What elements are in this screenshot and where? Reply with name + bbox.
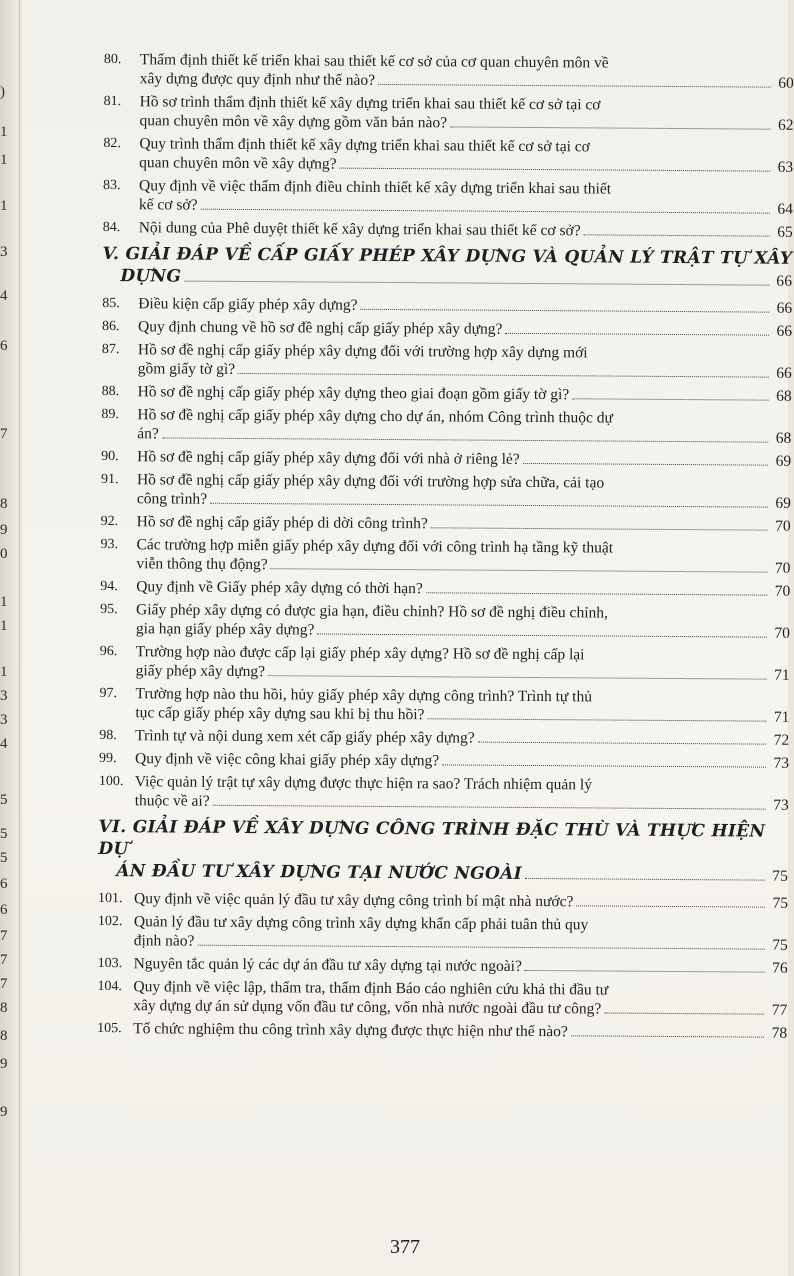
entry-page-number: 70 xyxy=(775,517,791,535)
section-heading xyxy=(102,243,792,293)
entry-number: 99. xyxy=(99,750,117,767)
entry-text-line: Quản lý đầu tư xây dựng công trình xây dựng khẩn cấp phải tuân thủ quy xyxy=(133,913,589,934)
entry-page-number: 70 xyxy=(774,582,791,600)
entry-last-line xyxy=(133,1019,787,1043)
entry-page-number: 68 xyxy=(775,429,792,447)
adjacent-page-number: 1 xyxy=(0,152,8,168)
entry-text-line: Các trường hợp miễn giấy phép xây dựng đối với công trình hạ tầng kỹ thuật xyxy=(136,536,614,557)
toc-entry xyxy=(101,405,791,448)
entry-number: 86. xyxy=(102,318,120,335)
entry-last-line xyxy=(135,726,789,750)
toc-entry xyxy=(98,954,788,978)
entry-number: 94. xyxy=(100,578,118,595)
toc-entry xyxy=(100,600,790,643)
entry-last-line xyxy=(138,317,792,341)
toc-entry xyxy=(102,317,792,341)
dot-leader xyxy=(340,168,771,172)
entry-text-line: Thẩm định thiết kế triển khai sau thiết kế cơ sở của cơ quan chuyên môn về xyxy=(139,51,609,72)
entry-text-line: Quy định chung về hồ sơ đề nghị cấp giấy phép xây dựng? xyxy=(138,318,503,338)
toc-entry xyxy=(99,726,789,750)
dot-leader xyxy=(505,333,769,336)
entry-text-line: Quy trình thẩm định thiết kế xây dựng triển khai sau thiết kế cơ sở tại cơ xyxy=(139,135,590,156)
adjacent-page-number: 6 xyxy=(0,902,8,918)
entry-text-line: Trường hợp nào được cấp lại giấy phép xây dựng? Hồ sơ đề nghị cấp lại xyxy=(135,643,585,664)
dot-leader xyxy=(361,309,770,313)
dot-leader xyxy=(478,742,766,745)
entry-number: 88. xyxy=(101,383,120,400)
entry-text-line: VI. GIẢI ĐÁP VỀ XÂY DỰNG CÔNG TRÌNH ĐẶC THÙ VÀ THỰC HIỆN DỰ xyxy=(98,816,766,860)
dot-leader xyxy=(523,463,768,466)
adjacent-page-number: 9 xyxy=(0,1056,8,1072)
adjacent-page-number: 5 xyxy=(0,826,8,842)
section-heading xyxy=(98,816,788,888)
entry-page-number: 66 xyxy=(776,299,793,317)
entry-page-number: 73 xyxy=(773,754,790,772)
entry-text-line: kế cơ sở? xyxy=(138,196,198,214)
toc-entry xyxy=(103,134,793,177)
entry-page-number: 66 xyxy=(776,272,793,290)
entry-page-number: 63 xyxy=(777,158,794,176)
adjacent-page-number: 1 xyxy=(0,664,8,680)
entry-last-line xyxy=(137,447,791,471)
entry-text-line: quan chuyên môn về xây dựng? xyxy=(139,154,337,173)
entry-number: 91. xyxy=(100,471,119,488)
toc-entry xyxy=(99,684,789,727)
entry-page-number: 69 xyxy=(775,494,791,512)
dot-leader xyxy=(525,878,765,881)
table-of-contents xyxy=(97,50,794,1047)
dot-leader xyxy=(184,281,769,286)
entry-text-line: Hồ sơ đề nghị cấp giấy phép di dời công trình? xyxy=(136,513,428,533)
adjacent-page-number: 5 xyxy=(0,850,8,866)
entry-text-line: định nào? xyxy=(133,932,195,950)
adjacent-page-number: 6 xyxy=(0,876,8,892)
entry-text-line: án? xyxy=(137,425,159,443)
entry-text-line: Hồ sơ trình thẩm định thiết kế xây dựng triển khai sau thiết kế cơ sở tại cơ xyxy=(139,93,601,114)
toc-entry xyxy=(101,512,791,536)
entry-text-line: gia hạn giấy phép xây dựng? xyxy=(135,620,315,639)
entry-text-line: Điều kiện cấp giấy phép xây dựng? xyxy=(138,295,358,314)
entry-page-number: 66 xyxy=(776,322,793,340)
adjacent-page-number: 3 xyxy=(0,688,8,704)
dot-leader xyxy=(197,945,764,950)
dot-leader xyxy=(378,84,771,88)
entry-last-line xyxy=(138,294,792,318)
entry-number: 82. xyxy=(103,135,121,152)
toc-entry xyxy=(103,176,793,219)
entry-text-line: tục cấp giấy phép xây dựng sau khi bị thu hồi? xyxy=(135,704,425,724)
entry-text-line: Việc quản lý trật tự xây dựng được thực hiện ra sao? Trách nhiệm quản lý xyxy=(134,773,593,794)
entry-last-line xyxy=(135,703,789,727)
dot-leader xyxy=(450,126,770,129)
entry-text-line: viễn thông thụ động? xyxy=(136,555,268,574)
entry-number: 97. xyxy=(99,685,118,702)
entry-last-line xyxy=(139,195,793,219)
entry-page-number: 78 xyxy=(771,1024,788,1042)
entry-text-line: Quy định về việc thẩm định điều chỉnh thiết kế xây dựng triển khai sau thiết xyxy=(138,177,612,198)
entry-last-line xyxy=(134,954,788,978)
toc-entry xyxy=(100,642,790,685)
entry-page-number: 65 xyxy=(777,223,793,241)
entry-page-number: 77 xyxy=(771,1001,788,1019)
entry-last-line xyxy=(120,265,792,293)
entry-number: 95. xyxy=(100,601,118,618)
entry-number: 90. xyxy=(101,448,119,465)
entry-page-number: 68 xyxy=(776,387,792,405)
toc-entry xyxy=(100,535,790,578)
adjacent-page-number: 7 xyxy=(0,928,8,944)
entry-number: 101. xyxy=(98,890,123,907)
adjacent-page-number: 1 xyxy=(0,124,8,140)
entry-text-line: Hồ sơ đề nghị cấp giấy phép xây dựng theo giai đoạn gồm giấy tờ gì? xyxy=(137,383,570,404)
dot-leader xyxy=(604,1013,764,1015)
entry-number: 87. xyxy=(101,341,120,358)
toc-entry xyxy=(98,912,788,955)
entry-page-number: 70 xyxy=(774,559,791,577)
entry-text-line: Quy định về việc quản lý đầu tư xây dựng công trình bí mật nhà nước? xyxy=(134,890,574,911)
adjacent-page-number: 4 xyxy=(0,288,8,304)
entry-text-line: xây dựng được quy định như thế nào? xyxy=(139,70,376,89)
entry-last-line xyxy=(135,749,789,773)
adjacent-page-number: 6 xyxy=(0,338,8,354)
entry-last-line xyxy=(137,489,791,513)
toc-entry xyxy=(100,577,790,601)
entry-number: 83. xyxy=(103,177,121,194)
adjacent-page-number: 9 xyxy=(0,522,8,538)
entry-number: 89. xyxy=(101,406,120,423)
entry-last-line xyxy=(137,424,791,448)
toc-entry xyxy=(99,749,789,773)
toc-entry xyxy=(98,889,788,913)
entry-number: 98. xyxy=(99,727,117,744)
entry-last-line xyxy=(133,996,787,1020)
dot-leader xyxy=(572,398,768,400)
dot-leader xyxy=(271,568,768,572)
entry-text-line: giấy phép xây dựng? xyxy=(135,662,266,681)
dot-leader xyxy=(200,209,769,214)
dot-leader xyxy=(431,527,768,530)
adjacent-page-number: 1 xyxy=(0,198,8,214)
entry-number: 92. xyxy=(100,513,119,530)
entry-number: 84. xyxy=(102,219,121,236)
toc-entry xyxy=(102,294,792,318)
toc-entry xyxy=(103,92,793,135)
page-number: 377 xyxy=(390,1236,420,1258)
entry-text-line: quan chuyên môn về xây dựng gồm văn bản nào? xyxy=(139,112,448,132)
toc-entry xyxy=(103,218,793,242)
adjacent-page-number: 7 xyxy=(0,952,8,968)
entry-last-line xyxy=(139,218,793,242)
entry-page-number: 64 xyxy=(777,200,793,218)
entry-text-line: DỰNG xyxy=(120,266,182,287)
entry-last-line xyxy=(136,619,790,643)
entry-text-line: Nội dung của Phê duyệt thiết kế xây dựng triển khai sau thiết kế cơ sở? xyxy=(138,219,581,240)
entry-text-line: xây dựng dự án sử dụng vốn đầu tư công, vốn nhà nước ngoài đầu tư công? xyxy=(133,997,602,1018)
entry-page-number: 62 xyxy=(777,116,794,134)
entry-text-line: Quy định về việc công khai giấy phép xây dựng? xyxy=(134,750,440,770)
entry-number: 80. xyxy=(103,51,122,68)
entry-number: 104. xyxy=(97,978,123,995)
entry-last-line xyxy=(116,860,788,888)
entry-last-line xyxy=(136,577,790,601)
entry-number: 81. xyxy=(103,93,122,110)
adjacent-page-edge xyxy=(0,0,20,1276)
entry-page-number: 69 xyxy=(775,452,792,470)
adjacent-page-number: 8 xyxy=(0,1000,8,1016)
entry-text-line: Hồ sơ đề nghị cấp giấy phép xây dựng cho dự án, nhóm Công trình thuộc dự xyxy=(137,406,614,427)
adjacent-page-number: 1 xyxy=(0,594,8,610)
entry-page-number: 75 xyxy=(772,936,788,954)
entry-number: 100. xyxy=(98,773,124,790)
entry-last-line xyxy=(137,512,791,536)
entry-text-line: Tổ chức nghiệm thu công trình xây dựng được thực hiện như thế nào? xyxy=(133,1020,568,1041)
entry-number: 103. xyxy=(97,955,123,972)
entry-text-line: Quy định về Giấy phép xây dựng có thời hạn? xyxy=(136,578,423,598)
entry-page-number: 72 xyxy=(773,731,790,749)
adjacent-page-number: 5 xyxy=(0,792,8,808)
entry-text-line: Hồ sơ đề nghị cấp giấy phép xây dựng đối với trường hợp sửa chữa, cải tạo xyxy=(136,471,605,492)
entry-page-number: 70 xyxy=(774,624,791,642)
toc-entry xyxy=(101,470,791,513)
dot-leader xyxy=(427,718,766,721)
entry-last-line xyxy=(139,153,793,177)
dot-leader xyxy=(317,634,767,638)
adjacent-page-number: 7 xyxy=(0,976,8,992)
entry-number: 96. xyxy=(99,643,118,660)
entry-last-line xyxy=(136,554,790,578)
entry-page-number: 71 xyxy=(773,708,790,726)
adjacent-page-number: 3 xyxy=(0,712,8,728)
entry-text-line: ÁN ĐẦU TƯ XÂY DỰNG TẠI NƯỚC NGOÀI xyxy=(116,861,522,884)
adjacent-page-number: 7 xyxy=(0,426,8,442)
adjacent-page-number: 1 xyxy=(0,618,8,634)
entry-text-line: công trình? xyxy=(136,490,208,508)
entry-last-line xyxy=(134,889,788,913)
adjacent-page-number: 8 xyxy=(0,496,8,512)
entry-text-line: Trường hợp nào thu hồi, hủy giấy phép xây dựng công trình? Trình tự thủ xyxy=(135,685,593,706)
dot-leader xyxy=(268,675,767,679)
entry-last-line xyxy=(139,111,793,135)
adjacent-page-number: 0 xyxy=(0,546,8,562)
dot-leader xyxy=(426,592,767,595)
entry-page-number: 71 xyxy=(774,666,790,684)
entry-text-line: Hồ sơ đề nghị cấp giấy phép xây dựng đối với trường hợp xây dựng mới xyxy=(137,341,588,362)
toc-entry xyxy=(102,382,792,406)
entry-last-line xyxy=(138,382,792,406)
entry-text-line: Hồ sơ đề nghị cấp giấy phép xây dựng đối với nhà ở riêng lẻ? xyxy=(137,448,520,468)
dot-leader xyxy=(584,234,770,236)
toc-entry xyxy=(102,340,792,383)
adjacent-page-number: ) xyxy=(0,84,5,100)
toc-entry xyxy=(97,1019,787,1043)
entry-page-number: 75 xyxy=(772,867,789,885)
entry-page-number: 66 xyxy=(776,364,792,382)
toc-entry xyxy=(104,50,794,93)
toc-entry xyxy=(97,977,787,1020)
entry-text-line: Trình tự và nội dung xem xét cấp giấy phép xây dựng? xyxy=(135,727,475,747)
book-page xyxy=(22,0,794,1276)
dot-leader xyxy=(571,1035,764,1037)
dot-leader xyxy=(442,764,766,767)
entry-text-line: Giấy phép xây dựng có được gia hạn, điều chỉnh? Hồ sơ đề nghị điều chỉnh, xyxy=(136,601,608,622)
entry-text-line: V. GIẢI ĐÁP VỀ CẤP GIẤY PHÉP XÂY DỰNG VÀ QUẢN LÝ TRẬT TỰ XÂY xyxy=(102,243,793,269)
entry-last-line xyxy=(140,69,794,93)
dot-leader xyxy=(576,905,765,907)
entry-number: 93. xyxy=(100,536,119,553)
dot-leader xyxy=(162,437,768,442)
adjacent-page-number: 8 xyxy=(0,1028,8,1044)
adjacent-page-number: 9 xyxy=(0,1104,8,1120)
adjacent-page-number: 3 xyxy=(0,244,8,260)
entry-page-number: 60 xyxy=(778,74,794,92)
entry-number: 105. xyxy=(97,1020,122,1037)
dot-leader xyxy=(213,805,766,810)
entry-page-number: 76 xyxy=(772,959,788,977)
adjacent-page-number: 4 xyxy=(0,736,8,752)
dot-leader xyxy=(525,970,765,973)
entry-last-line xyxy=(138,359,792,383)
entry-number: 102. xyxy=(97,913,123,930)
entry-text-line: gồm giấy tờ gì? xyxy=(137,360,236,378)
entry-text-line: Nguyên tắc quản lý các dự án đầu tư xây dựng tại nước ngoài? xyxy=(133,955,522,975)
entry-last-line xyxy=(136,661,790,685)
entry-number: 85. xyxy=(102,295,120,312)
entry-text-line: thuộc về ai? xyxy=(134,792,210,810)
dot-leader xyxy=(210,503,768,508)
toc-entry xyxy=(101,447,791,471)
entry-text-line: Quy định về việc lập, thẩm tra, thẩm định Báo cáo nghiên cứu khả thi đầu tư xyxy=(133,978,609,999)
entry-last-line xyxy=(135,791,789,815)
toc-entry xyxy=(99,772,789,815)
entry-page-number: 75 xyxy=(772,894,789,912)
dot-leader xyxy=(238,373,769,378)
entry-page-number: 73 xyxy=(773,796,789,814)
entry-last-line xyxy=(134,931,788,955)
